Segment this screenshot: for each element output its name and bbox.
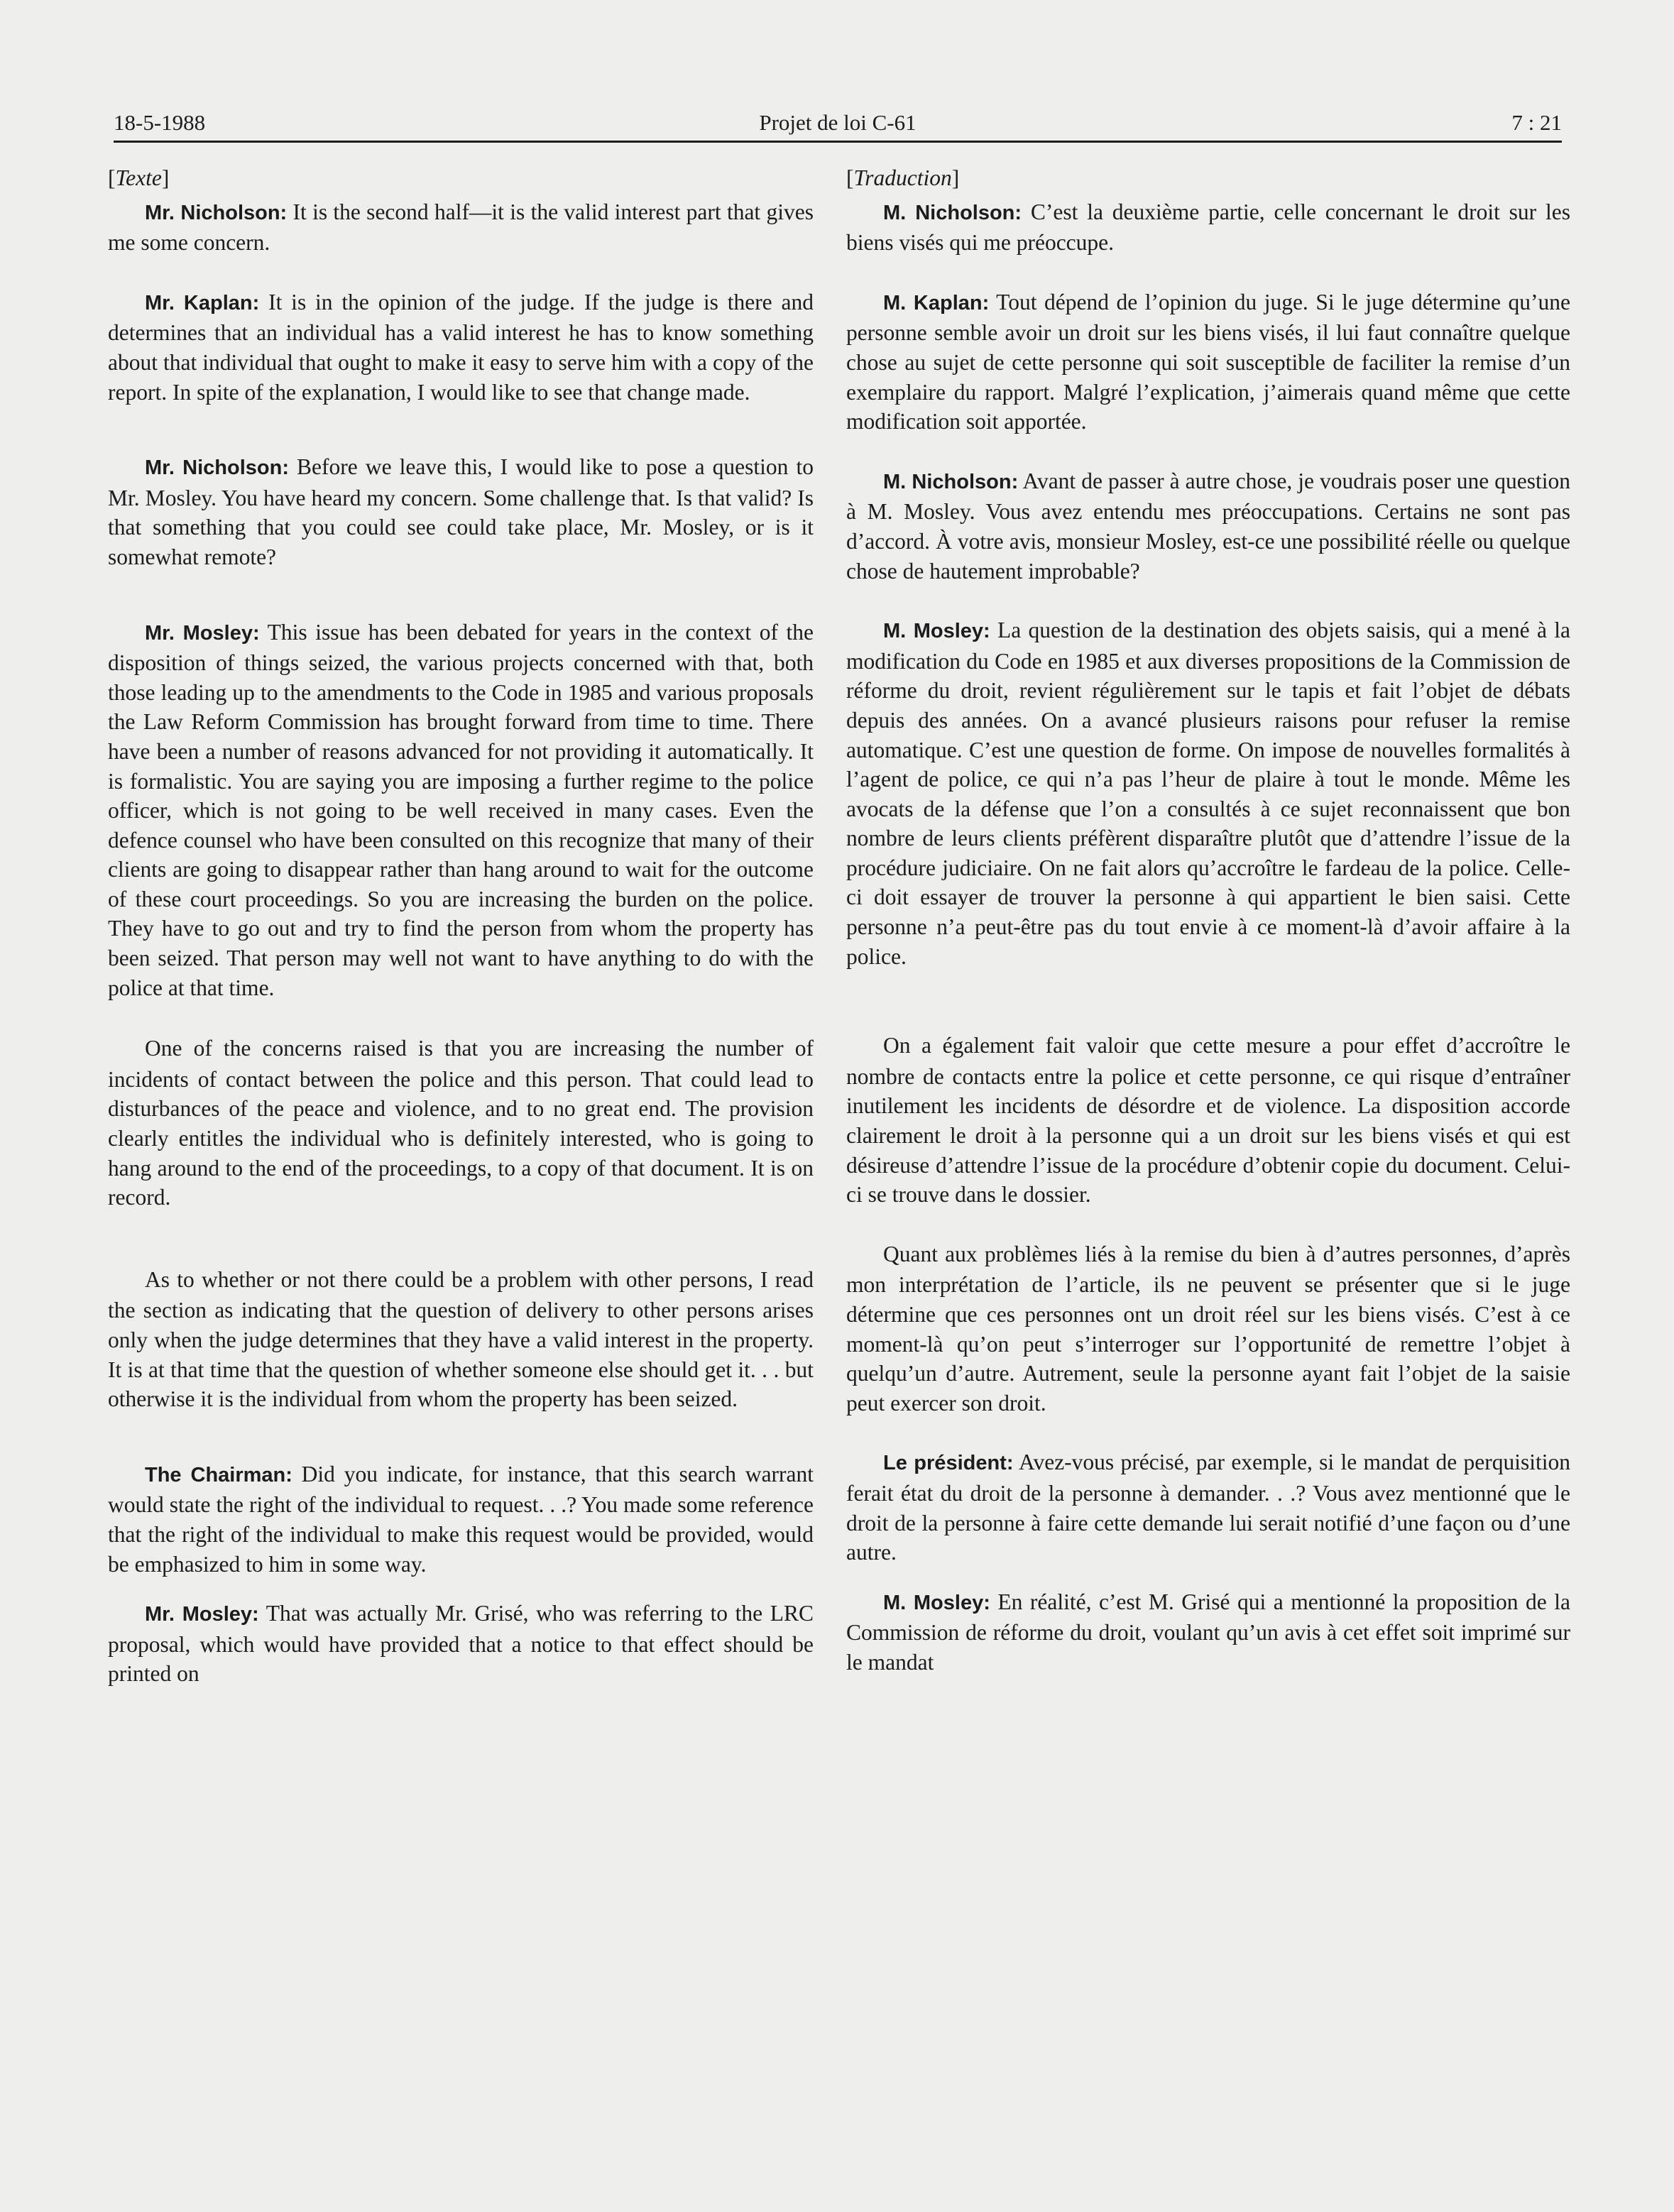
paragraph-text: It is the second half—it is the valid interest part that gives me some concern. <box>108 199 814 256</box>
paragraph-text: It is in the opinion of the judge. If the judge is there and determines that an individual has a valid interest he has to know something about that individual that ought to make it easy to serve him with a copy of the report. In spite of the explanation, I would like to see that change made. <box>108 289 814 405</box>
paragraph <box>108 1460 814 1579</box>
paragraph-text: Before we leave this, I would like to pose a question to Mr. Mosley. You have heard my concern. Some challenge that. Is that valid? Is that something that you could see could take place, Mr. Mosley, or is it somewhat remote? <box>108 454 814 569</box>
column-tag-label: Traduction <box>853 165 952 190</box>
header-date: 18-5-1988 <box>114 110 206 135</box>
paragraph-text: En réalité, c’est M. Grisé qui a mentionné la proposition de la Commission de réforme du droit, voulant qu’un avis à cet effet soit imprimé sur le mandat <box>846 1589 1570 1675</box>
speaker-name: M. Mosley: <box>883 1591 990 1614</box>
header-rule <box>114 141 1562 143</box>
paragraph-text: Avant de passer à autre chose, je voudrais poser une question à M. Mosley. Vous avez entendu mes préoccupations. Certains ne sont pas d’accord. À votre avis, monsieur Mosley, est-ce une possibilité réelle ou quelque chose de hautement improbable? <box>846 468 1570 584</box>
french-column <box>846 163 1570 1677</box>
english-column <box>108 163 814 1689</box>
paragraph-text: Did you indicate, for instance, that this search warrant would state the right of the individual to request. . .? You made some reference that the right of the individual to make this request would be provided, would be emphasized to him in some way. <box>108 1461 814 1577</box>
paragraph <box>846 1239 1570 1418</box>
speaker-name: M. Kaplan: <box>883 291 990 314</box>
header-title: Projet de loi C-61 <box>759 110 917 135</box>
header-page-number: 7 : 21 <box>1511 110 1562 135</box>
paragraph <box>108 1599 814 1689</box>
speaker-name: Mr. Mosley: <box>145 621 260 645</box>
paragraph-text: This issue has been debated for years in the context of the disposition of things seized, the various projects concerned with that, both those leading up to the amendments to the Code in 1985 and various proposals the Law Reform Commission has brought forward from time to time. There have been a number of reasons advanced for not providing it automatically. It is formalistic. You are saying you are imposing a further regime to the police officer, which is not going to be well received in many cases. Even the defence counsel who have been consulted on this recognize that many of their clients are going to disappear rather than hang around to wait for the outcome of these court proceedings. So you are increasing the burden on the police. They have to go out and try to find the person from whom the property has been seized. That person may well not want to have anything to do with the police at that time. <box>108 619 814 1000</box>
paragraph-text: Quant aux problèmes liés à la remise du bien à d’autres personnes, d’après mon interprétation de l’article, ils ne peuvent se présenter que si le juge détermine que ces personnes ont un droit réel sur les biens visés. C’est à ce moment-là qu’on peut s’interroger sur l’opportunité de remettre l’objet à quelqu’un d’autre. Autrement, seule la personne ayant fait l’objet de la saisie peut exercer son droit. <box>846 1241 1570 1416</box>
paragraph <box>108 1265 814 1414</box>
speaker-name: The Chairman: <box>145 1463 292 1486</box>
column-tag-label: Texte <box>115 165 162 190</box>
speaker-name: Mr. Kaplan: <box>145 291 260 314</box>
paragraph-text: Tout dépend de l’opinion du juge. Si le juge détermine qu’une personne semble avoir un droit sur les biens visés, il lui faut connaître quelque chose au sujet de cette personne qui soit susceptible de faciliter la remise d’un exemplaire du rapport. Malgré l’explication, j’aimerais quand même que cette modification soit apportée. <box>846 289 1570 434</box>
speaker-name: Le président: <box>883 1452 1014 1475</box>
paragraph-text: La question de la destination des objets saisis, qui a mené à la modification du Code en 1985 et aux diverses propositions de la Commission de réforme du droit, revient régulièrement sur le tapis et fait l’objet de débats depuis des années. On a avancé plusieurs raisons pour refuser la remise automatique. C’est une question de forme. On impose de nouvelles formalités à l’agent de police, ce qui n’a pas l’heur de plaire à tout le monde. Même les avocats de la défense que l’on a consultés à ce sujet reconnaissent que bon nombre de leurs clients préfèrent disparaître plutôt que d’attendre l’issue de la procédure judiciaire. On ne fait alors qu’accroître le fardeau de la police. Celle-ci doit essayer de trouver la personne à qui appartient le bien saisi. Cette personne n’a peut-être pas du tout envie à ce moment-là d’avoir affaire à la police. <box>846 618 1570 969</box>
speaker-name: Mr. Nicholson: <box>145 201 288 224</box>
paragraph <box>846 1447 1570 1567</box>
speaker-name: Mr. Mosley: <box>145 1603 259 1626</box>
paragraph <box>846 197 1570 258</box>
paragraph <box>108 452 814 571</box>
speaker-name: M. Nicholson: <box>883 470 1019 493</box>
paragraph-text: C’est la deuxième partie, celle concernant le droit sur les biens visés qui me préoccupe. <box>846 199 1570 256</box>
speaker-name: M. Nicholson: <box>883 201 1022 224</box>
paragraph <box>846 288 1570 437</box>
paragraph-text: On a également fait valoir que cette mesure a pour effet d’accroître le nombre de contacts entre la police et cette personne, ce qui risque d’entraîner inutilement les incidents de désordre et de violence. La disposition accorde clairement le droit à la personne qui a un droit sur les biens visés et qui est désireuse d’attendre l’issue de la procédure d’obtenir copie du document. Celui-ci se trouve dans le dossier. <box>846 1033 1570 1208</box>
speaker-name: Mr. Nicholson: <box>145 456 289 480</box>
paragraph-text: One of the concerns raised is that you are increasing the number of incidents of contact between the police and this person. That could lead to disturbances of the peace and violence, and to no great end. The provision clearly entitles the individual who is definitely interested, who is going to hang around to the end of the proceedings, to a copy of that document. It is on record. <box>108 1036 814 1210</box>
page-header <box>114 106 1562 139</box>
paragraph <box>846 1031 1570 1210</box>
speaker-name: M. Mosley: <box>883 620 990 643</box>
paragraph <box>846 615 1570 971</box>
paragraph-text: As to whether or not there could be a problem with other persons, I read the section as indicating that the question of delivery to other persons arises only when the judge determines that they have a valid interest in the property. It is at that time that the question of whether someone else should get it. . . but otherwise it is the individual from whom the property has been seized. <box>108 1266 814 1412</box>
paragraph <box>108 1034 814 1212</box>
paragraph <box>108 288 814 407</box>
paragraph-text: That was actually Mr. Grisé, who was referring to the LRC proposal, which would have provided that a notice to that effect should be printed on <box>108 1601 814 1687</box>
paragraph <box>846 1587 1570 1677</box>
paragraph <box>108 197 814 258</box>
paragraph <box>108 618 814 1003</box>
paragraph-text: Avez-vous précisé, par exemple, si le mandat de perquisition ferait état du droit de la personne à demander. . .? Vous avez mentionné que le droit de la personne à faire cette demande lui serait notifié d’une façon ou d’une autre. <box>846 1450 1570 1565</box>
column-tag: [Traduction] <box>846 165 960 190</box>
column-tag: [Texte] <box>108 165 170 190</box>
paragraph <box>846 466 1570 586</box>
